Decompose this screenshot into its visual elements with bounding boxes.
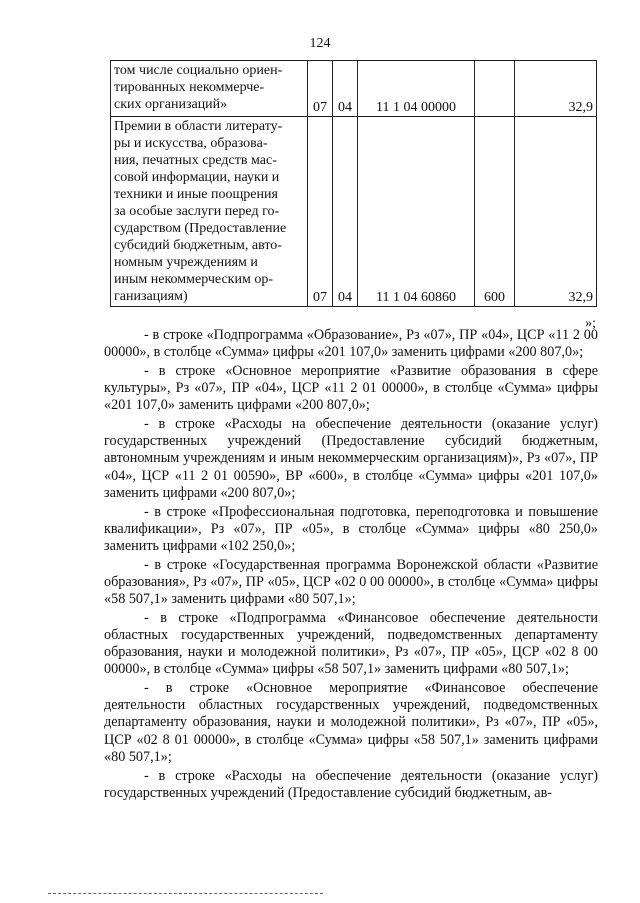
amendment-paragraph: - в строке «Подпрограмма «Образование», Рз «07», ПР «04», ЦСР «11 2 00 00000», в столбце «Сумма» цифры «201 107,0» заменить цифрами «200 807,0»;	[104, 327, 598, 361]
row-sum: 32,9	[515, 117, 597, 307]
row-pr: 04	[333, 117, 358, 307]
row-pr: 04	[333, 61, 358, 117]
table-closing-quote: »;	[585, 316, 596, 331]
amendment-paragraph: - в строке «Государственная программа Воронежской области «Развитие образования», Рз «07», ПР «05», ЦСР «02 0 00 00000», в столбце «Сумма» цифры «58 507,1» заменить цифрами «80 507,1»;	[104, 556, 598, 608]
row-rz: 07	[308, 117, 333, 307]
amendment-paragraph: - в строке «Расходы на обеспечение деятельности (оказание услуг) государственных учреждений (Предоставление субсидий бюджетным, ав-	[104, 767, 598, 801]
page-number: 124	[309, 36, 331, 51]
row-name: том числе социально ориен- тированных некоммерче- ских организаций»	[111, 61, 308, 117]
row-vr: 600	[475, 117, 515, 307]
row-rz: 07	[308, 61, 333, 117]
row-sum: 32,9	[515, 61, 597, 117]
amendment-paragraph: - в строке «Профессиональная подготовка, переподготовка и повышение квалификации», Рз «07», ПР «05», в столбце «Сумма» цифры «80 250,0» заменить цифрами «102 250,0»;	[104, 503, 598, 554]
footer-divider	[48, 893, 323, 894]
amendment-paragraph: - в строке «Основное мероприятие «Развитие образования в сфере культуры», Рз «07», ПР «04», ЦСР «11 2 01 00000», в столбце «Сумма» цифры «201 107,0» заменить цифрами «200 807,0»;	[104, 362, 598, 414]
amendment-text	[104, 327, 598, 803]
budget-table	[110, 60, 597, 307]
row-vr	[475, 61, 515, 117]
row-csr: 11 1 04 00000	[358, 61, 475, 117]
amendment-paragraph: - в строке «Расходы на обеспечение деятельности (оказание услуг) государственных учреждений (Предоставление субсидий бюджетным, автономным учреждениям и иным некоммерческим организациям)», Рз «07», ПР «04», ЦСР «11 2 01 00590», ВР «600», в столбце «Сумма» цифры «201 107,0» заменить цифрами «200 807,0»;	[104, 416, 598, 501]
row-name: Премии в области литерату- ры и искусства, образова- ния, печатных средств мас- совой информации, науки и техники и иные поощрения за особые заслуги перед го- сударством (Предоставление субсидий бюджетным, авто- номным учреждениям и иным некоммерческим ор- ганизациям)	[111, 117, 308, 307]
amendment-paragraph: - в строке «Подпрограмма «Финансовое обеспечение деятельности областных государственных учреждений, подведомственных департаменту образования, науки и молодежной политики», Рз «07», ПР «05», ЦСР «02 8 00 00000», в столбце «Сумма» цифры «58 507,1» заменить цифрами «80 507,1»;	[104, 609, 598, 678]
amendment-paragraph: - в строке «Основное мероприятие «Финансовое обеспечение деятельности областных государственных учреждений, подведомственных департаменту образования, науки и молодежной политики», Рз «07», ПР «05», ЦСР «02 8 01 00000», в столбце «Сумма» цифры «58 507,1» заменить цифрами «80 507,1»;	[104, 680, 598, 765]
table-row	[111, 61, 597, 117]
table-row	[111, 117, 597, 307]
row-csr: 11 1 04 60860	[358, 117, 475, 307]
